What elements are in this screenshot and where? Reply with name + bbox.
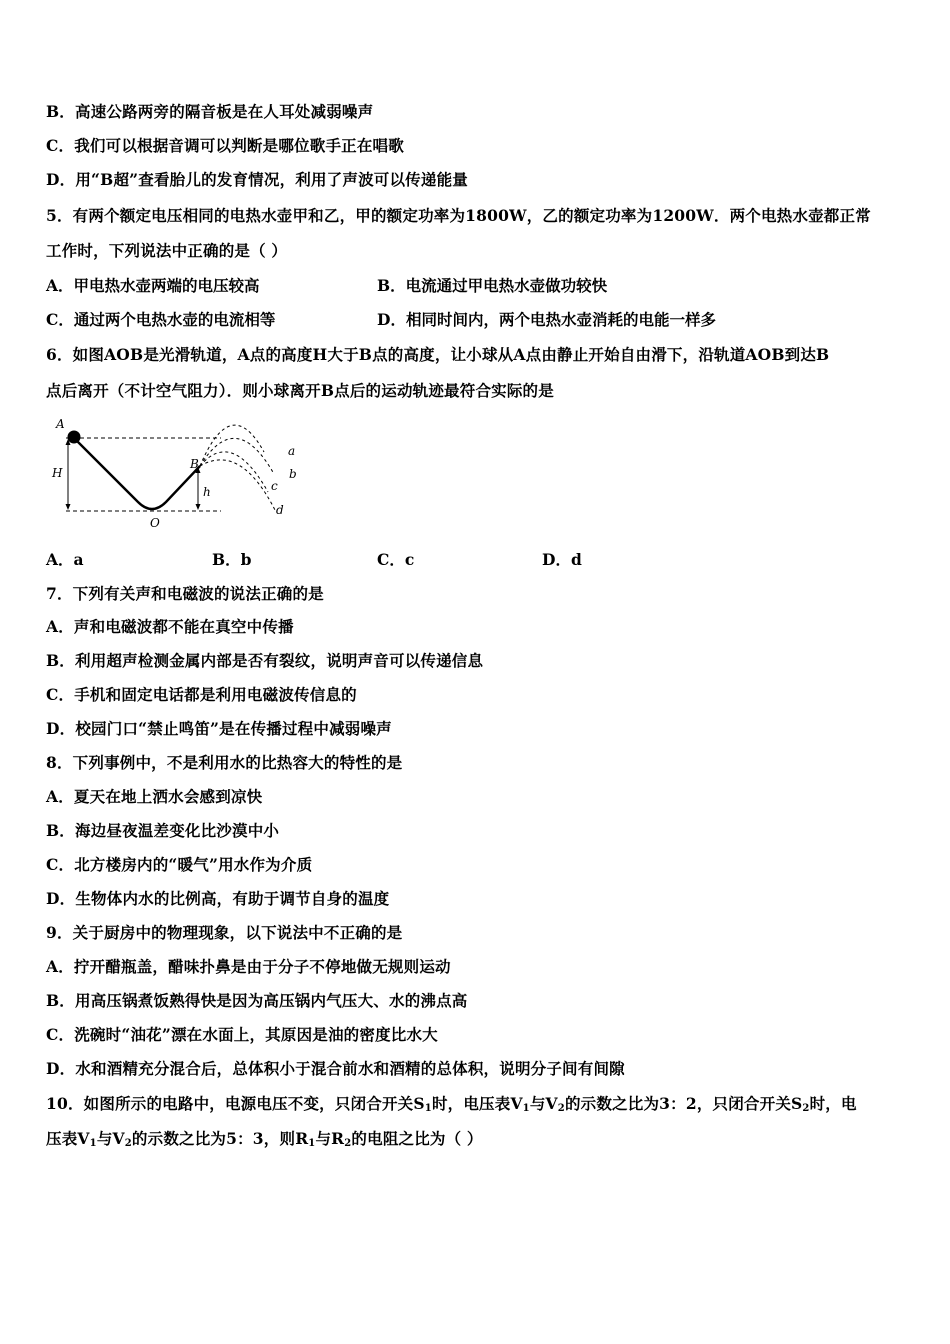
q8-stem: 8．下列事例中，不是利用水的比热容大的特性的是 <box>46 753 403 772</box>
q5-option-a: A．甲电热水壶两端的电压较高 <box>46 276 260 295</box>
q7-stem: 7．下列有关声和电磁波的说法正确的是 <box>46 584 324 603</box>
q8-option-a: A．夏天在地上洒水会感到凉快 <box>46 787 263 806</box>
q8-option-d: D．生物体内水的比例高，有助于调节自身的温度 <box>46 889 390 908</box>
label-H: H <box>52 466 63 480</box>
q6-stem-line1: 6．如图AOB是光滑轨道，A点的高度H大于B点的高度，让小球从A点由静止开始自由滑下，沿轨道AOB到达B <box>46 345 830 364</box>
q5-option-c: C．通过两个电热水壶的电流相等 <box>46 310 276 329</box>
label-B: B <box>190 457 199 471</box>
q5-option-b: B．电流通过甲电热水壶做功较快 <box>377 276 608 295</box>
q6-option-a: A．a <box>46 550 84 569</box>
q4-option-b: B．高速公路两旁的隔音板是在人耳处减弱噪声 <box>46 102 374 121</box>
label-c: c <box>271 479 278 493</box>
label-h: h <box>203 485 211 499</box>
trajectory-a <box>200 425 264 466</box>
q9-option-b: B．用高压锅煮饭熟得快是因为高压锅内气压大、水的沸点高 <box>46 991 468 1010</box>
q6-option-d: D．d <box>542 550 582 569</box>
label-b: b <box>289 467 297 481</box>
q10-stem-line2: 压表$V_1$与$V_2$的示数之比为5：3，则$R_1$与$R_2$的电阻之比为（ ） <box>46 1129 483 1149</box>
q8-option-b: B．海边昼夜温差变化比沙漠中小 <box>46 821 280 840</box>
label-O: O <box>150 516 160 530</box>
label-a: a <box>288 444 296 458</box>
q4-option-c: C．我们可以根据音调可以判断是哪位歌手正在唱歌 <box>46 136 404 155</box>
q7-option-d: D．校园门口“禁止鸣笛”是在传播过程中减弱噪声 <box>46 719 392 738</box>
q7-option-a: A．声和电磁波都不能在真空中传播 <box>46 617 294 636</box>
track-aob <box>74 438 200 509</box>
ball-icon <box>68 431 81 444</box>
label-d: d <box>276 503 284 517</box>
q6-track-figure <box>46 412 306 534</box>
q9-option-d: D．水和酒精充分混合后，总体积小于混合前水和酒精的总体积，说明分子间有间隙 <box>46 1059 625 1078</box>
q4-option-d: D．用“B超”查看胎儿的发育情况，利用了声波可以传递能量 <box>46 170 468 189</box>
q9-option-a: A．拧开醋瓶盖，醋味扑鼻是由于分子不停地做无规则运动 <box>46 957 451 976</box>
q6-option-b: B．b <box>212 550 252 569</box>
q9-option-c: C．洗碗时“油花”漂在水面上，其原因是油的密度比水大 <box>46 1025 438 1044</box>
q10-stem-line1: 10．如图所示的电路中，电源电压不变，只闭合开关$S_1$时，电压表$V_1$与$V_2$的示数之比为3：2，只闭合开关$S_2$时，电 <box>46 1094 857 1114</box>
q6-option-c: C．c <box>377 550 415 569</box>
q5-stem-line1: 5．有两个额定电压相同的电热水壶甲和乙，甲的额定功率为1800W，乙的额定功率为1200W．两个电热水壶都正常 <box>46 206 871 225</box>
q8-option-c: C．北方楼房内的“暖气”用水作为介质 <box>46 855 313 874</box>
q5-option-d: D．相同时间内，两个电热水壶消耗的电能一样多 <box>377 310 716 329</box>
q7-option-b: B．利用超声检测金属内部是否有裂纹，说明声音可以传递信息 <box>46 651 484 670</box>
label-A: A <box>56 417 65 431</box>
q9-stem: 9．关于厨房中的物理现象，以下说法中不正确的是 <box>46 923 403 942</box>
q7-option-c: C．手机和固定电话都是利用电磁波传信息的 <box>46 685 357 704</box>
q6-stem-line2: 点后离开（不计空气阻力）．则小球离开B点后的运动轨迹最符合实际的是 <box>46 381 554 400</box>
q5-stem-line2: 工作时，下列说法中正确的是（ ） <box>46 241 288 260</box>
